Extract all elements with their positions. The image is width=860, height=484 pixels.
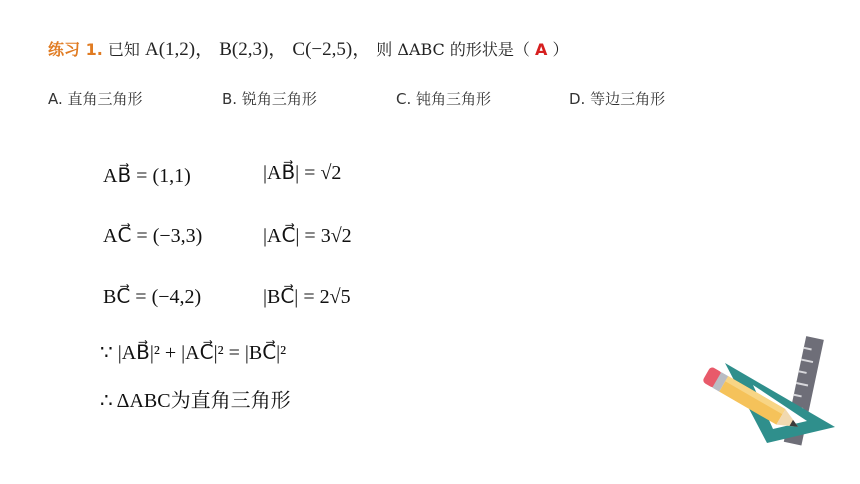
length-bc: |BC⃗| = 2√5 [263,286,351,308]
answer-mark: A [534,40,548,59]
question-line [48,34,568,61]
vector-bc: BC⃗ = (−4,2) [103,286,202,308]
vector-ac: AC⃗ = (−3,3) [103,225,203,247]
option-d-letter: D. [569,90,586,108]
option-c-letter: C. [396,90,412,108]
point-a: A(1,2)， [145,39,215,60]
length-ab: |AB⃗| = √2 [263,162,342,184]
point-b: B(2,3)， [219,39,288,60]
vector-ab: AB⃗ = (1,1) [103,165,191,187]
ruler-pencil-triangle-icon [695,335,840,450]
question-ask: 则 ΔABC 的形状是（ [376,40,530,59]
question-lead: 已知 [107,40,140,59]
option-d [569,88,665,109]
option-b-letter: B. [222,90,238,108]
question-close: ） [552,40,569,59]
option-c-text: 钝角三角形 [416,90,492,108]
conclusion-line: ∴ ΔABC为直角三角形 [100,390,291,412]
because-line: ∵ |AB⃗|² + |AC⃗|² = |BC⃗|² [100,342,287,364]
length-ac: |AC⃗| = 3√2 [263,225,352,247]
option-c [396,88,491,109]
option-a [48,88,143,109]
option-a-text: 直角三角形 [67,90,143,108]
option-b [222,88,317,109]
option-b-text: 锐角三角形 [241,90,317,108]
point-c: C(−2,5)， [292,39,372,60]
option-a-letter: A. [48,90,63,108]
option-d-text: 等边三角形 [590,90,666,108]
exercise-label: 练习 1. [48,40,103,59]
